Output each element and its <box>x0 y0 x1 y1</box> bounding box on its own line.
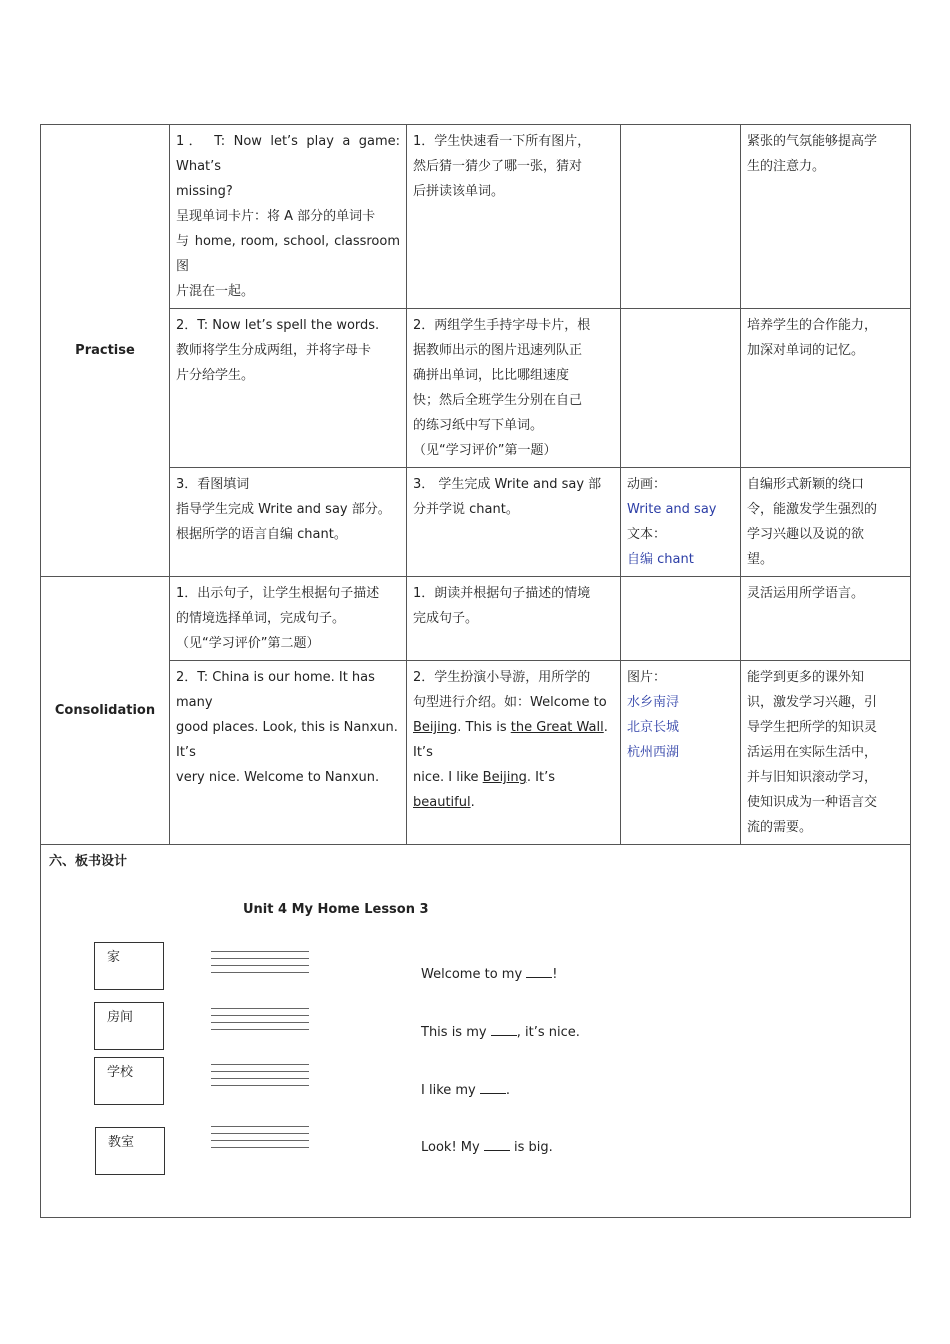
text-line: missing? <box>176 184 233 199</box>
word-box-school: 学校 <box>94 1057 164 1105</box>
text-line: very nice. Welcome to Nanxun. <box>176 770 380 785</box>
text-line: 指导学生完成 Write and say 部分。 <box>176 502 391 517</box>
stage-consolidation: Consolidation <box>41 577 170 845</box>
media-link-picture[interactable]: 水乡南浔 <box>627 695 680 710</box>
purpose-cell <box>741 309 911 468</box>
student-activity <box>407 125 621 309</box>
sentence-text: This is my <box>421 1025 491 1040</box>
consolidation-row-1 <box>41 577 911 661</box>
writing-lines <box>211 1008 309 1036</box>
teacher-activity <box>170 125 407 309</box>
text-line: 1． T: Now let’s play a game: What’s <box>176 134 400 174</box>
text-line: （见“学习评价”第一题） <box>413 443 557 458</box>
text-line: 加深对单词的记忆。 <box>747 343 865 358</box>
text-fragment: . It’s <box>526 770 556 785</box>
board-sentence-1 <box>421 962 558 987</box>
student-activity <box>407 468 621 577</box>
lesson-table <box>40 124 911 1218</box>
text-line: 并与旧知识滚动学习， <box>747 770 878 785</box>
practise-row-2 <box>41 309 911 468</box>
media-link-picture[interactable]: 北京长城 <box>627 720 680 735</box>
board-design-row <box>41 845 911 1218</box>
text-fragment: . This is <box>457 720 511 735</box>
text-line <box>413 765 614 815</box>
underlined-word: Beijing <box>482 770 527 785</box>
text-line: 紧张的气氛能够提高学 <box>747 134 878 149</box>
text-line: 快；然后全班学生分别在自己 <box>413 393 583 408</box>
student-activity <box>407 577 621 661</box>
text-line: 培养学生的合作能力， <box>747 318 878 333</box>
board-sentence-4 <box>421 1135 553 1160</box>
text-line: 学习兴趣以及说的欲 <box>747 527 865 542</box>
writing-lines <box>211 1126 309 1154</box>
text-line: 完成句子。 <box>413 611 479 626</box>
consolidation-row-2 <box>41 661 911 845</box>
text-line: 片混在一起。 <box>176 284 255 299</box>
text-line: 据教师出示的图片迅速列队正 <box>413 343 583 358</box>
media-label: 动画： <box>627 477 667 492</box>
word-box-classroom: 教室 <box>95 1127 165 1175</box>
text-fragment: nice. I like <box>413 770 483 785</box>
blank-line <box>480 1081 506 1094</box>
text-line: 教师将学生分成两组，并将字母卡 <box>176 343 372 358</box>
text-line: 令，能激发学生强烈的 <box>747 502 878 517</box>
teacher-activity <box>170 468 407 577</box>
text-line: 根据所学的语言自编 chant。 <box>176 527 347 542</box>
purpose-cell <box>741 577 911 661</box>
writing-lines <box>211 1064 309 1092</box>
media-link-picture[interactable]: 杭州西湖 <box>627 745 680 760</box>
text-fragment: . <box>470 795 475 810</box>
purpose-cell <box>741 468 911 577</box>
text-line: 2．T: Now let’s spell the words. <box>176 318 380 333</box>
text-line: 2．T: China is our home. It has many <box>176 670 375 710</box>
text-line: 句型进行介绍。如：Welcome to <box>413 695 607 710</box>
media-cell <box>621 309 741 468</box>
blank-line <box>491 1023 517 1036</box>
teacher-activity <box>170 309 407 468</box>
text-line: 1．学生快速看一下所有图片， <box>413 134 591 149</box>
text-line: 片分给学生。 <box>176 368 255 383</box>
text-line: 2．两组学生手持字母卡片，根 <box>413 318 591 333</box>
media-cell <box>621 468 741 577</box>
purpose-cell <box>741 125 911 309</box>
sentence-text: , it’s nice. <box>516 1025 580 1040</box>
media-link-text[interactable]: 自编 chant <box>627 552 694 567</box>
text-line: 确拼出单词，比比哪组速度 <box>413 368 570 383</box>
text-line: 呈现单词卡片：将 A 部分的单词卡 <box>176 209 376 224</box>
text-line: 分并学说 chant。 <box>413 502 519 517</box>
blank-line <box>526 965 552 978</box>
text-line: 灵活运用所学语言。 <box>747 586 865 601</box>
media-cell <box>621 577 741 661</box>
sentence-text: Look! My <box>421 1140 484 1155</box>
text-fragment: . It’s <box>413 720 608 760</box>
media-cell <box>621 125 741 309</box>
student-activity <box>407 309 621 468</box>
text-line: 1．出示句子，让学生根据句子描述 <box>176 586 380 601</box>
media-label: 图片： <box>627 670 667 685</box>
sentence-text: . <box>505 1083 511 1098</box>
teacher-activity <box>170 577 407 661</box>
board-heading: 六、板书设计 <box>49 854 128 869</box>
blank-line <box>484 1138 510 1151</box>
board-unit-title: Unit 4 My Home Lesson 3 <box>243 902 429 917</box>
text-line: 的练习纸中写下单词。 <box>413 418 544 433</box>
text-line: 能学到更多的课外知 <box>747 670 865 685</box>
sentence-text: is big. <box>509 1140 553 1155</box>
board-design-cell <box>41 845 911 1218</box>
underlined-word: the Great Wall <box>510 720 604 735</box>
text-line: 导学生把所学的知识灵 <box>747 720 878 735</box>
media-cell <box>621 661 741 845</box>
board-sentence-2 <box>421 1020 580 1045</box>
text-line: 2．学生扮演小导游，用所学的 <box>413 670 591 685</box>
sentence-text: ! <box>552 967 558 982</box>
text-line: 使知识成为一种语言交 <box>747 795 878 810</box>
writing-lines <box>211 951 309 979</box>
underlined-word: Beijing <box>413 720 458 735</box>
text-line: 望。 <box>747 552 774 567</box>
text-line: 1．朗读并根据句子描述的情境 <box>413 586 591 601</box>
teacher-activity <box>170 661 407 845</box>
text-line: 生的注意力。 <box>747 159 826 174</box>
text-line: good places. Look, this is Nanxun. It’s <box>176 720 398 760</box>
underlined-word: beautiful <box>413 795 471 810</box>
sentence-text: Welcome to my <box>421 967 527 982</box>
purpose-cell <box>741 661 911 845</box>
lesson-plan-page <box>40 124 910 1218</box>
text-line: 3．看图填词 <box>176 477 250 492</box>
text-line: 3． 学生完成 Write and say 部 <box>413 477 602 492</box>
media-link-animation[interactable]: Write and say <box>627 502 717 517</box>
text-line: （见“学习评价”第二题） <box>176 636 320 651</box>
text-line: 识，激发学习兴趣，引 <box>747 695 878 710</box>
text-line: 与 home, room, school, classroom 图 <box>176 234 400 274</box>
practise-row-1 <box>41 125 911 309</box>
text-line: 流的需要。 <box>747 820 813 835</box>
stage-practise: Practise <box>41 125 170 577</box>
text-line: 的情境选择单词，完成句子。 <box>176 611 346 626</box>
board-sentence-3 <box>421 1078 510 1103</box>
word-box-room: 房间 <box>94 1002 164 1050</box>
student-activity <box>407 661 621 845</box>
word-box-home: 家 <box>94 942 164 990</box>
text-line: 后拼读该单词。 <box>413 184 505 199</box>
practise-row-3 <box>41 468 911 577</box>
media-label: 文本： <box>627 527 667 542</box>
text-line: 活运用在实际生活中， <box>747 745 878 760</box>
text-line <box>413 715 614 765</box>
text-line: 自编形式新颖的绕口 <box>747 477 865 492</box>
sentence-text: I like my <box>421 1083 480 1098</box>
text-line: 然后猜一猜少了哪一张，猜对 <box>413 159 583 174</box>
